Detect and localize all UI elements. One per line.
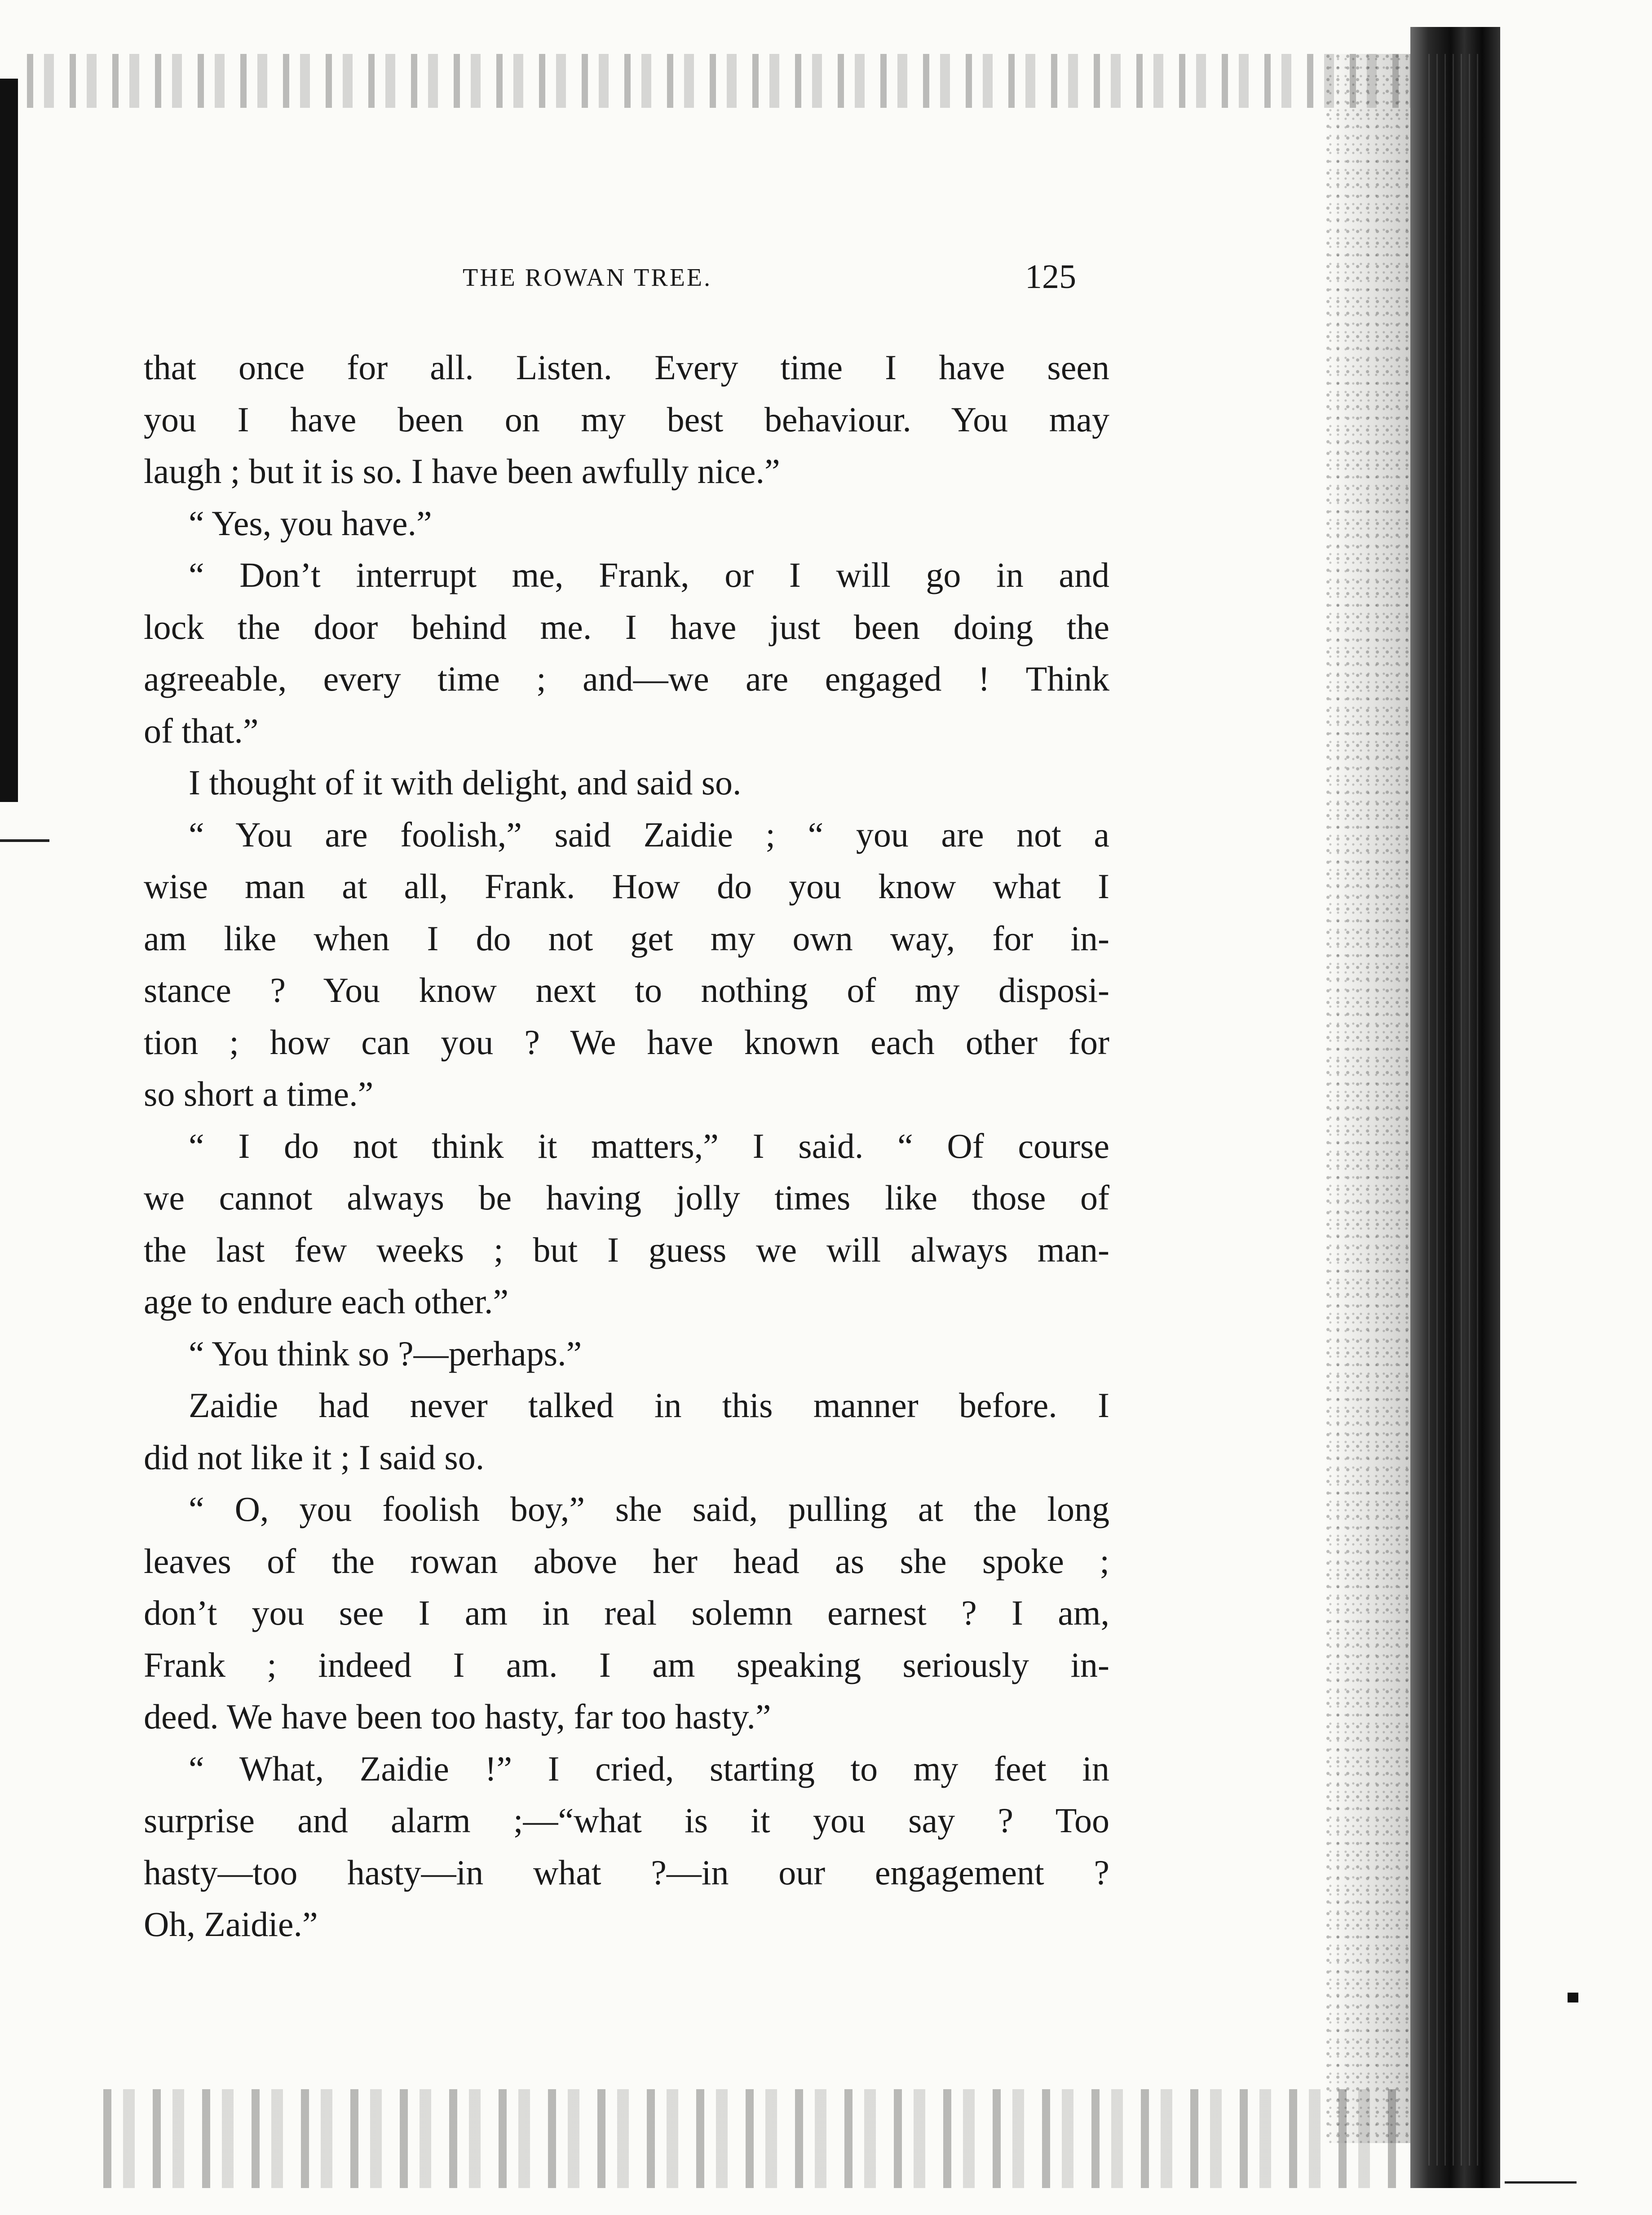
- page-number: 125: [1025, 258, 1076, 296]
- bottom-edge-rule: [1505, 2181, 1577, 2184]
- text-line: Zaidie had never talked in this manner before. I: [189, 1386, 1109, 1425]
- body-text: [144, 341, 1109, 1950]
- running-header-title: THE ROWAN TREE.: [463, 264, 712, 292]
- text-line: so short a time.”: [144, 1074, 374, 1113]
- text-line: “ I do not think it matters,” I said. “ Of course: [189, 1126, 1109, 1165]
- text-line: deed. We have been too hasty, far too hasty.”: [144, 1697, 771, 1736]
- text-line: “ Don’t interrupt me, Frank, or I will go in and: [189, 555, 1109, 594]
- text-line: Oh, Zaidie.”: [144, 1905, 318, 1944]
- text-line: stance ? You know next to nothing of my disposi-: [144, 970, 1109, 1010]
- text-line: “ You are foolish,” said Zaidie ; “ you are not a: [189, 815, 1109, 854]
- text-line: you I have been on my best behaviour. You may: [144, 399, 1109, 439]
- text-line: that once for all. Listen. Every time I have seen: [144, 348, 1109, 387]
- text-line: surprise and alarm ;—“what is it you say ? Too: [144, 1801, 1109, 1840]
- right-edge-mark: [1568, 1993, 1578, 2002]
- text-line: I thought of it with delight, and said so.: [189, 763, 742, 802]
- text-line: am like when I do not get my own way, for in-: [144, 918, 1109, 958]
- text-line: the last few weeks ; but I guess we will always man-: [144, 1230, 1109, 1269]
- text-line: wise man at all, Frank. How do you know what I: [144, 867, 1109, 906]
- text-line: we cannot always be having jolly times like those of: [144, 1178, 1109, 1217]
- left-edge-mark: [0, 839, 49, 842]
- text-line: of that.”: [144, 711, 259, 750]
- bottom-scan-artifact: [103, 2089, 1406, 2188]
- page-edges-stack: [1428, 54, 1482, 2166]
- text-line: leaves of the rowan above her head as she spoke ;: [144, 1541, 1109, 1581]
- text-line: “ O, you foolish boy,” she said, pulling at the long: [189, 1489, 1109, 1528]
- text-line: laugh ; but it is so. I have been awfully nice.”: [144, 452, 780, 491]
- text-line: agreeable, every time ; and—we are engaged ! Think: [144, 659, 1109, 698]
- text-line: “ What, Zaidie !” I cried, starting to my feet in: [189, 1749, 1109, 1788]
- text-line: “ Yes, you have.”: [189, 503, 432, 543]
- text-line: don’t you see I am in real solemn earnest ? I am,: [144, 1593, 1109, 1632]
- text-line: did not like it ; I said so.: [144, 1437, 485, 1477]
- text-line: tion ; how can you ? We have known each other for: [144, 1022, 1109, 1062]
- text-line: hasty—too hasty—in what ?—in our engagement ?: [144, 1852, 1109, 1892]
- left-edge-shadow: [0, 79, 18, 802]
- top-scan-artifact: [27, 54, 1419, 108]
- text-line: Frank ; indeed I am. I am speaking seriously in-: [144, 1645, 1109, 1684]
- text-line: lock the door behind me. I have just been doing the: [144, 607, 1109, 647]
- text-line: “ You think so ?—perhaps.”: [189, 1333, 582, 1373]
- text-line: age to endure each other.”: [144, 1282, 509, 1321]
